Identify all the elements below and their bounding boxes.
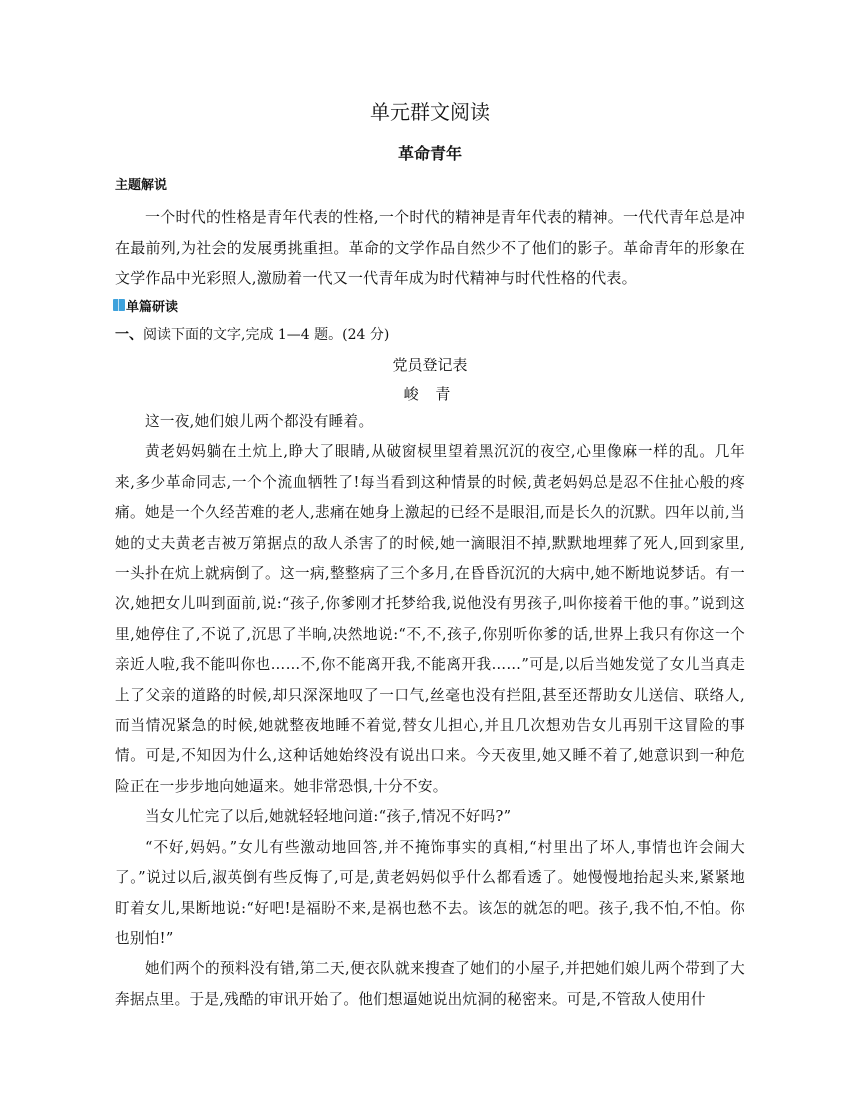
- question-text: 阅读下面的文字,完成 1—4 题。(24 分): [143, 327, 390, 343]
- article-paragraph: 这一夜,她们娘儿两个都没有睡着。: [145, 413, 374, 430]
- article-paragraph: 黄老妈妈躺在土炕上,睁大了眼睛,从破窗棂里望着黑沉沉的夜空,心里像麻一样的乱。几年来,多少革命同志,一个个流血牺牲了!每当看到这种情景的时候,黄老妈妈总是忍不住扯心般的疼痛。她是一个久经苦难的老人,悲痛在她身上激起的已经不是眼泪,而是长久的沉默。四年以前,当她的丈夫黄老吉被万第据点的敌人杀害了的时候,她一滴眼泪不掉,默默地埋葬了死人,回到家里,一头扑在炕上就病倒了。这一病,整整病了三个多月,在昏昏沉沉的大病中,她不断地说梦话。有一次,她把女儿叫到面前,说:“孩子,你爹刚才托梦给我,说他没有男孩子,叫你接着干他的事。”说到这里,她停住了,不说了,沉思了半晌,决然地说:“不,不,孩子,你别听你爹的话,世界上我只有你这一个亲近人啦,我不能叫你也……不,你不能离开我,不能离开我……”可是,以后当她发觉了女儿当真走上了父亲的道路的时候,却只深深地叹了一口气,丝毫也没有拦阻,甚至还帮助女儿送信、联络人,而当情况紧急的时候,她就整夜地睡不着觉,替女儿担心,并且几次想劝告女儿再别干这冒险的事情。可是,不知因为什么,这种话她始终没有说出口来。今天夜里,她又睡不着了,她意识到一种危险正在一步步地向她逼来。她非常恐惧,十分不安。: [115, 443, 745, 795]
- article-paragraph: 当女儿忙完了以后,她就轻轻地问道:“孩子,情况不好吗?”: [145, 808, 512, 826]
- theme-label: 主题解说: [115, 178, 168, 193]
- single-reading-heading: [113, 294, 178, 316]
- document-title: 单元群文阅读: [370, 100, 490, 124]
- theme-text: 一个时代的性格是青年代表的性格,一个时代的精神是青年代表的精神。一代代青年总是冲在最前列,为社会的发展勇挑重担。革命的文学作品自然少不了他们的影子。革命青年的形象在文学作品中光彩照人,激励着一代又一代青年成为时代精神与时代性格的代表。: [115, 208, 745, 287]
- article-paragraph: 她们两个的预料没有错,第二天,便衣队就来搜查了她们的小屋子,并把她们娘儿两个带到了大奔据点里。于是,残酷的审讯开始了。他们想逼她说出炕洞的秘密来。可是,不管敌人使用什: [115, 960, 745, 1008]
- article-paragraph: “不好,妈妈。”女儿有些激动地回答,并不掩饰事实的真相,“村里出了坏人,事情也许会闹大了。”说过以后,淑英倒有些反悔了,可是,黄老妈妈似乎什么都看透了。她慢慢地抬起头来,紧紧地盯着女儿,果断地说:“好吧!是福盼不来,是祸也愁不去。该怎的就怎的吧。孩子,我不怕,不怕。你也别怕!”: [115, 838, 745, 947]
- single-reading-label: 单篇研读: [126, 299, 179, 315]
- subject-title: 革命青年: [397, 144, 462, 163]
- question-instruction: [115, 324, 389, 346]
- article-body: [115, 407, 745, 1015]
- question-number: 一、: [115, 327, 143, 343]
- article-author: 峻 青: [403, 385, 457, 403]
- book-icon: [113, 299, 125, 311]
- article-title: 党员登记表: [392, 356, 468, 374]
